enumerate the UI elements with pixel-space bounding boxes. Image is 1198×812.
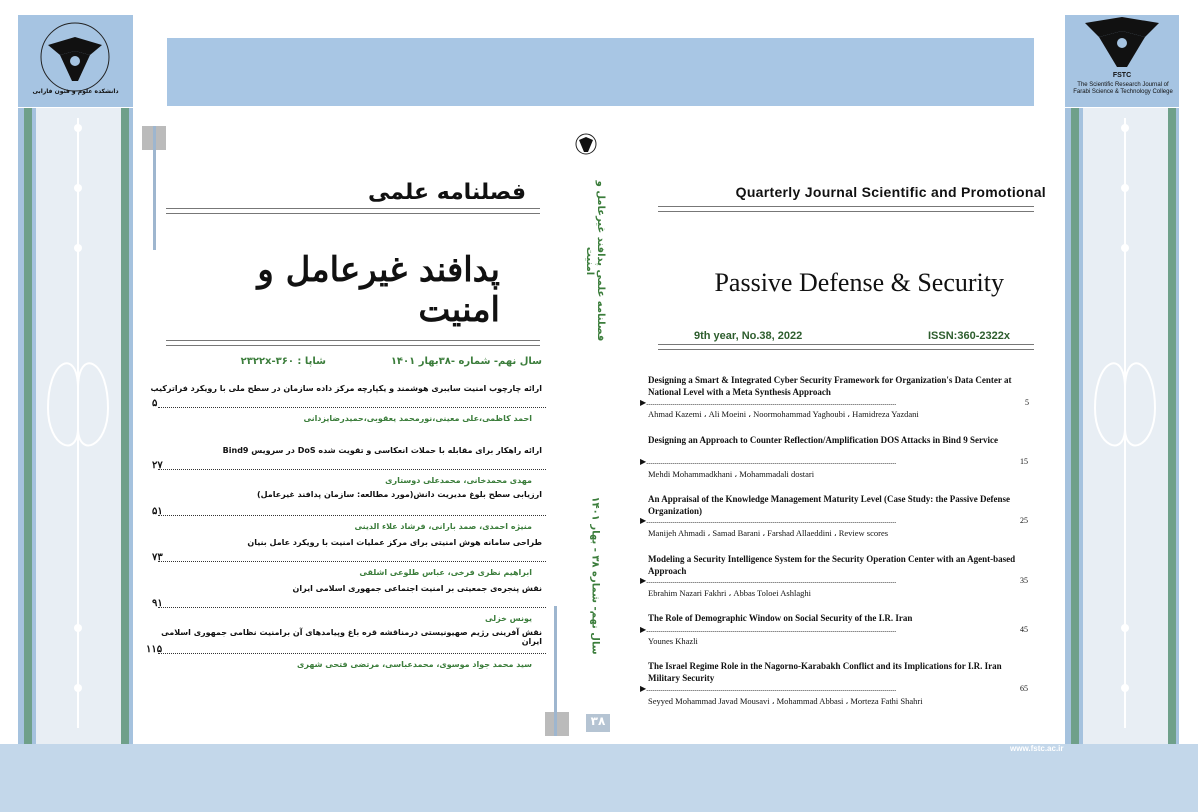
fa-article-5-page: ۹۱ [152, 598, 163, 609]
english-year-issue: 9th year, No.38, 2022 [694, 330, 803, 342]
fa-article-2-leader [158, 460, 546, 470]
en-article-2-page: 15 [1020, 457, 1028, 466]
fa-article-3-page: ۵۱ [152, 506, 163, 517]
fa-article-4-page: ۷۳ [152, 552, 163, 563]
left-vertical-rule [153, 126, 156, 250]
persian-issue-line: سال نهم- شماره -۳۸بهار ۱۴۰۱ [390, 356, 542, 367]
en-article-5-authors: Younes Khazli [648, 636, 698, 646]
en-article-2-title[interactable]: Designing an Approach to Counter Reflection/Amplification DOS Attacks in Bind 9 Service [648, 435, 998, 445]
fa-article-3-authors: منیژه احمدی، صمد بارانی، فرشاد علاء الدینی [354, 522, 532, 531]
persian-journal-title: پدافند غیرعامل و امنیت [257, 250, 500, 330]
english-header-rule [658, 206, 1034, 212]
grid-square-bottom [545, 712, 569, 736]
fa-article-6-title[interactable]: نقش آفرینی رژیم صهیونیستی درمناقشه قره باغ وپیامدهای آن برامنیت نظامی جمهوری اسلامی ایران [161, 628, 542, 646]
en-article-3-page: 25 [1020, 516, 1028, 525]
right-ornament-icon [1083, 108, 1168, 744]
en-article-1-leader: ▶............................................................................................................................. [640, 398, 897, 407]
english-title-rule [658, 344, 1034, 350]
fa-article-6-leader [158, 644, 546, 654]
fa-article-1-title[interactable]: ارائه چارچوب امنیت سایبری هوشمند و یکپارچه مرکز داده سازمان در سطح ملی با رویکرد فراترکیب [150, 384, 542, 393]
spine-number: ۳۸ [586, 714, 610, 732]
spine-issue: سال نهم- شماره ۳۸ - بهار ۱۴۰۱ [589, 496, 601, 655]
spine-emblem-icon [574, 132, 598, 162]
en-article-3-title[interactable]: An Appraisal of the Knowledge Management Maturity Level (Case Study: the Passive Defense Organization) [648, 494, 1010, 516]
spine-emblem [574, 132, 598, 162]
en-article-1-title[interactable]: Designing a Smart & Integrated Cyber Security Framework for Organization's Data Center at National Level with a Meta Synthesis Approach [648, 375, 1012, 397]
en-article-5-title[interactable]: The Role of Demographic Window on Social Security of the I.R. Iran [648, 613, 913, 623]
fstc-emblem-icon [1065, 15, 1179, 75]
fa-article-2-title[interactable]: ارائه راهکار برای مقابله با حملات انعکاسی و تقویت شده DoS در سرویس Bind9 [222, 446, 542, 455]
fa-article-5-title[interactable]: نقش پنجره‌ی جمعیتی بر امنیت اجتماعی جمهوری اسلامی ایران [292, 584, 542, 593]
en-article-2-arrow: ▶ [640, 457, 647, 466]
top-band [167, 38, 1034, 106]
en-article-4-authors: Ebrahim Nazari Fakhri ، Abbas Toloei Ashlaghi [648, 588, 811, 598]
en-article-6-leader: ▶............................................................................................................................. [640, 684, 897, 693]
fstc-abbr: FSTC [1112, 72, 1132, 79]
en-article-1-page: 5 [1025, 398, 1029, 407]
en-article-3-leader: ▶............................................................................................................................. [640, 516, 897, 525]
en-article-2-leader: ▶............................................................................................................................. [640, 457, 897, 466]
en-article-5-page: 45 [1020, 625, 1028, 634]
fa-article-5-leader [158, 598, 546, 608]
fa-article-4-title[interactable]: طراحی سامانه هوش امنیتی برای مرکز عملیات امنیت با رویکرد عامل بنیان [247, 538, 542, 547]
right-ornament-panel [1065, 108, 1179, 744]
en-article-1-authors: Ahmad Kazemi ، Ali Moeini ، Noormohammad Yaghoubi ، Hamidreza Yazdani [648, 409, 919, 419]
fa-article-6-page: ۱۱۵ [146, 644, 163, 655]
fa-article-6-authors: سید محمد جواد موسوی، محمدعباسی، مرتضی فتحی شهری [297, 660, 532, 669]
en-article-6-arrow: ▶ [640, 684, 647, 693]
fa-article-1-page: ۵ [152, 398, 158, 409]
website-url: www.fstc.ac.ir [1010, 744, 1064, 753]
fa-article-4-authors: ابراهیم نظری فرخی، عباس طلوعی اشلقی [359, 568, 532, 577]
fa-article-5-authors: یونس خزلی [485, 614, 532, 623]
en-article-3-authors: Manijeh Ahmadi ، Samad Barani ، Farshad Allaeddini ، Review scores [648, 528, 889, 538]
fa-article-1-leader [158, 398, 546, 408]
en-article-2-authors: Mehdi Mohammadkhani ، Mohammadali dostari [648, 469, 815, 479]
english-journal-header: Quarterly Journal Scientific and Promotional [735, 184, 1046, 200]
fa-article-2-authors: مهدی محمدخانی، محمدعلی دوستاری [385, 476, 532, 485]
en-article-4-leader: ▶............................................................................................................................. [640, 576, 897, 585]
en-article-5-leader: ▶............................................................................................................................. [640, 625, 897, 634]
en-article-6-title[interactable]: The Israel Regime Role in the Nagorno-Karabakh Conflict and its Implications for I.R. Iran Military Security [648, 661, 1002, 683]
fa-article-3-title[interactable]: ارزیابی سطح بلوغ مدیریت دانش(مورد مطالعه: سازمان پدافند غیرعامل) [256, 490, 542, 499]
en-article-4-title[interactable]: Modeling a Security Intelligence System for the Security Operation Center with an Agent-based Approach [648, 554, 1016, 576]
bottom-band [0, 744, 1198, 812]
english-issn: ISSN:360-2322x [928, 330, 1010, 342]
en-article-4-arrow: ▶ [640, 576, 647, 585]
left-logo-text: دانشکده علوم و فنون فارابی [32, 88, 119, 95]
en-article-4-page: 35 [1020, 576, 1028, 585]
fa-article-4-leader [158, 552, 546, 562]
persian-title-rule [166, 340, 540, 346]
persian-header-rule [166, 208, 540, 214]
left-ornament-panel [18, 108, 133, 744]
fa-article-1-authors: احمد کاظمی،علی معینی،نورمحمد یعقوبی،حمیدرضایزدانی [303, 414, 532, 423]
left-ornament-icon [36, 108, 121, 744]
en-article-6-page: 65 [1020, 684, 1028, 693]
english-journal-title: Passive Defense & Security [714, 268, 1004, 297]
fa-article-2-page: ۲۷ [152, 460, 163, 471]
en-article-6-authors: Seyyed Mohammad Javad Mousavi ، Mohammad Abbasi ، Morteza Fathi Shahri [648, 696, 923, 706]
en-article-3-arrow: ▶ [640, 516, 647, 525]
right-vertical-rule [554, 606, 557, 736]
fstc-caption: The Scientific Research Journal of Farabi Science & Technology College [1073, 82, 1173, 95]
en-article-1-arrow: ▶ [640, 398, 647, 407]
persian-issn: شاپا : ۲۳۲۲x-۳۶۰ [240, 356, 326, 367]
fa-article-3-leader [158, 506, 546, 516]
persian-journal-type: فصلنامه علمی [368, 180, 526, 205]
spine-title: فصلنامه علمی پدافند غیرعامل و امنیت [584, 180, 606, 342]
en-article-5-arrow: ▶ [640, 625, 647, 634]
